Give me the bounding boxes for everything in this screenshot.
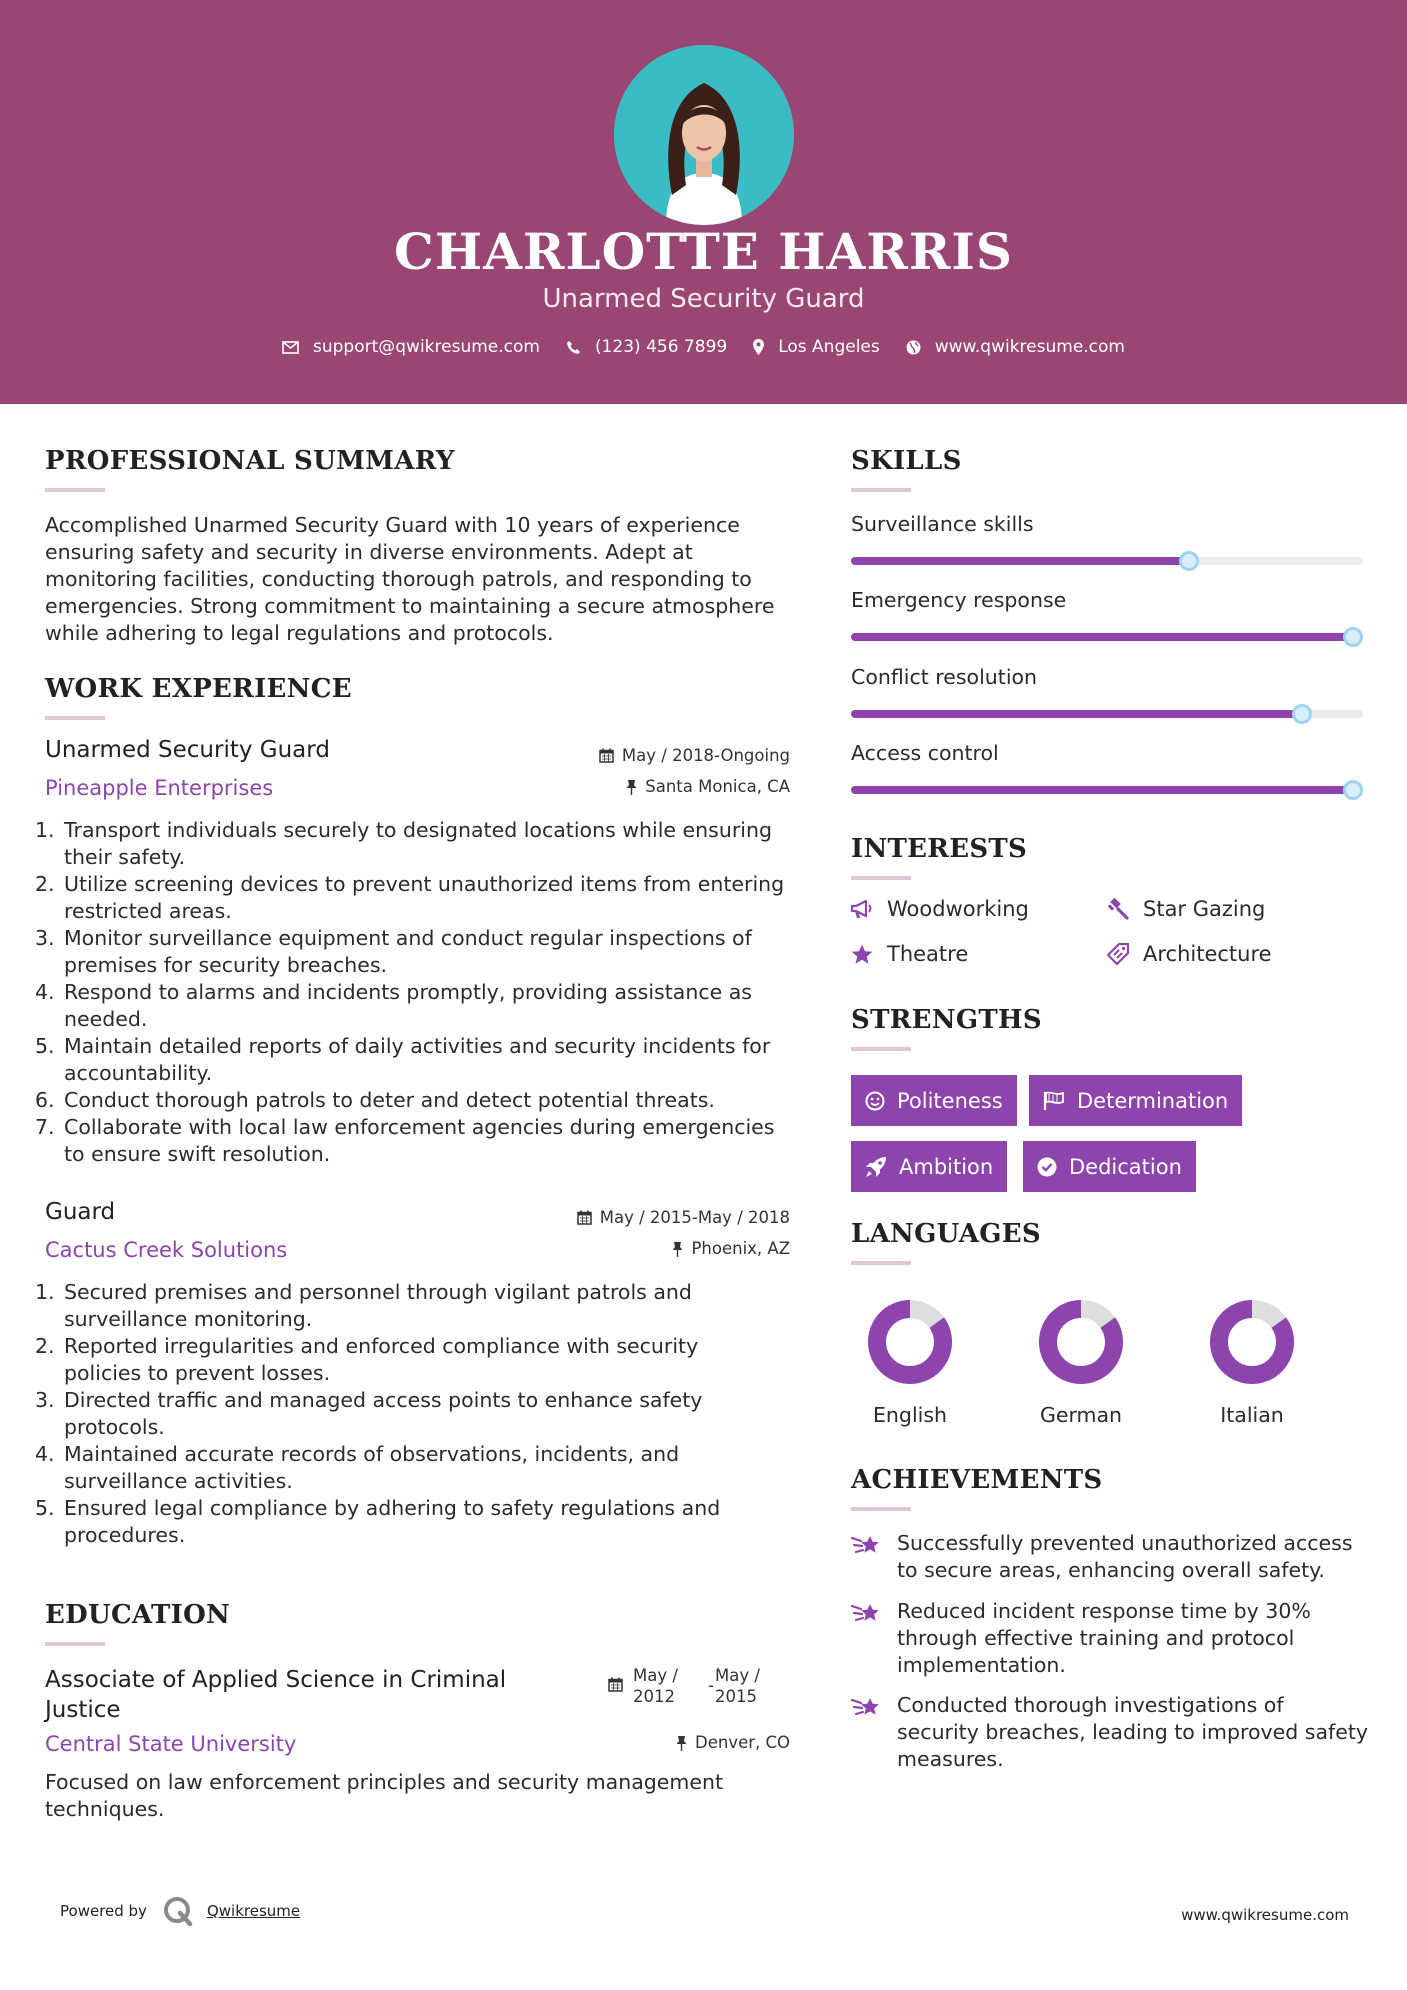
list-text: Secured premises and personnel through vigilant patrols and surveillance monitoring.: [64, 1280, 692, 1331]
smile-icon: [865, 1091, 885, 1111]
list-item: [35, 1114, 800, 1168]
list-item: [35, 979, 800, 1033]
job-1-location-text: Santa Monica, CA: [645, 777, 790, 796]
shooting-star-icon: [851, 1694, 883, 1720]
location-icon: [753, 339, 764, 355]
profile-photo-illustration: [614, 45, 794, 225]
strength-label: Determination: [1077, 1088, 1229, 1113]
language-label: English: [872, 1403, 948, 1427]
skill-label: Emergency response: [851, 588, 1067, 612]
footer-website[interactable]: www.qwikresume.com: [1181, 1906, 1349, 1924]
pin-icon: [626, 779, 637, 795]
job-1-date: [480, 746, 790, 765]
skill-bar: [851, 710, 1363, 718]
skill-bar-fill: [851, 710, 1302, 718]
strength-badge: [851, 1141, 1007, 1192]
footer-powered-label: Powered by: [60, 1902, 147, 1920]
resume-header: [0, 0, 1407, 404]
education-degree: Associate of Applied Science in Criminal Justice: [45, 1667, 507, 1723]
check-circle-icon: [1037, 1157, 1057, 1177]
skills-underline: [851, 488, 911, 492]
list-number: 2.: [35, 872, 55, 896]
list-text: Respond to alarms and incidents promptly, providing assistance as needed.: [64, 980, 752, 1031]
skill-bar-knob[interactable]: [1179, 551, 1199, 571]
list-item: [35, 871, 800, 925]
star-icon: [851, 944, 873, 965]
list-text: Directed traffic and managed access points to enhance safety protocols.: [64, 1388, 703, 1439]
job-2-date: [480, 1208, 790, 1227]
list-item: [35, 1387, 745, 1441]
strength-label: Politeness: [897, 1088, 1003, 1113]
interest-label: Theatre: [887, 942, 969, 966]
pin-icon: [676, 1735, 687, 1751]
list-item: [35, 1033, 800, 1087]
calendar-icon: [599, 748, 614, 763]
contact-bar: [0, 337, 1407, 357]
job-2-duties: [35, 1279, 745, 1549]
contact-website[interactable]: [906, 337, 1125, 357]
list-item: [35, 925, 800, 979]
summary-text: Accomplished Unarmed Security Guard with 10 years of experience ensuring safety and security in diverse environments. Adept at monitoring facilities, conducting thorough patrols, and responding to emergencies. Strong commitment to maintaining a secure atmosphere while adhering to legal regulations and protocols.: [45, 513, 775, 645]
skill-bar-fill: [851, 557, 1189, 565]
education-location: [480, 1733, 790, 1752]
job-2-company: Cactus Creek Solutions: [45, 1238, 288, 1262]
contact-location-text: Los Angeles: [778, 337, 880, 357]
list-number: 2.: [35, 1334, 55, 1358]
pin-icon: [672, 1241, 683, 1257]
list-text: Conduct thorough patrols to deter and detect potential threats.: [64, 1088, 715, 1112]
contact-phone-text: (123) 456 7899: [594, 337, 728, 357]
profile-photo: [614, 45, 794, 225]
list-number: 6.: [35, 1088, 55, 1112]
list-text: Monitor surveillance equipment and conduct regular inspections of premises for security breaches.: [64, 926, 752, 977]
skill-bar: [851, 786, 1363, 794]
list-number: 5.: [35, 1496, 55, 1520]
interest-label: Architecture: [1143, 942, 1272, 966]
rocket-icon: [865, 1156, 887, 1178]
education-date-separator: -: [708, 1676, 714, 1695]
contact-location: [753, 337, 880, 357]
shooting-star-icon: [851, 1600, 883, 1626]
work-title: WORK EXPERIENCE: [45, 674, 352, 704]
achievements-title: ACHIEVEMENTS: [851, 1465, 1103, 1495]
strength-label: Ambition: [899, 1154, 994, 1179]
strength-label: Dedication: [1069, 1154, 1182, 1179]
achievement-item: [851, 1692, 1371, 1773]
strengths-underline: [851, 1047, 911, 1051]
language-donut: [1036, 1297, 1126, 1387]
job-1-duties: [35, 817, 800, 1168]
contact-phone[interactable]: [566, 337, 727, 357]
education-date-end: May / 2015: [715, 1666, 760, 1706]
education-description: Focused on law enforcement principles and security management techniques.: [45, 1770, 724, 1821]
strength-badge: [851, 1075, 1017, 1126]
list-number: 3.: [35, 1388, 55, 1412]
achievement-text: Successfully prevented unauthorized access to secure areas, enhancing overall safety.: [897, 1531, 1353, 1582]
language-item: [1011, 1297, 1151, 1427]
summary-title: PROFESSIONAL SUMMARY: [45, 446, 455, 476]
language-label: Italian: [1220, 1403, 1284, 1427]
skill-label: Surveillance skills: [851, 512, 1034, 536]
list-text: Maintained accurate records of observations, incidents, and surveillance activities.: [64, 1442, 680, 1493]
list-item: [35, 1441, 745, 1495]
qwikresume-logo-icon: [163, 1896, 193, 1926]
list-item: [35, 1087, 800, 1114]
list-number: 3.: [35, 926, 55, 950]
skills-title: SKILLS: [851, 446, 962, 476]
contact-email[interactable]: [282, 337, 540, 357]
list-text: Reported irregularities and enforced compliance with security policies to prevent losses.: [64, 1334, 699, 1385]
globe-icon: [906, 340, 921, 355]
candidate-role: Unarmed Security Guard: [542, 284, 865, 314]
job-1-title: Unarmed Security Guard: [45, 737, 330, 763]
mail-icon: [282, 341, 299, 354]
footer-brand-link[interactable]: Qwikresume: [206, 1902, 301, 1920]
list-number: 1.: [35, 818, 55, 842]
education-school: Central State University: [45, 1732, 297, 1756]
language-item: [840, 1297, 980, 1427]
calendar-icon: [577, 1210, 592, 1225]
job-2-title: Guard: [45, 1199, 116, 1225]
languages-underline: [851, 1261, 911, 1265]
summary-underline: [45, 488, 105, 492]
list-item: [35, 1495, 745, 1549]
list-item: [35, 1333, 745, 1387]
footer-powered-by: [60, 1896, 300, 1926]
language-donut: [865, 1297, 955, 1387]
contact-email-text: support@qwikresume.com: [313, 337, 540, 357]
skill-label: Conflict resolution: [851, 665, 1038, 689]
language-donut: [1207, 1297, 1297, 1387]
interest-label: Star Gazing: [1143, 897, 1266, 921]
megaphone-icon: [851, 899, 873, 919]
interest-item: [851, 897, 1029, 921]
job-1-company: Pineapple Enterprises: [45, 776, 274, 800]
contact-website-text: www.qwikresume.com: [934, 337, 1125, 357]
list-text: Collaborate with local law enforcement agencies during emergencies to ensure swift resolution.: [64, 1115, 775, 1166]
job-2-location-text: Phoenix, AZ: [691, 1239, 790, 1258]
list-text: Transport individuals securely to designated locations while ensuring their safety.: [64, 818, 772, 869]
list-number: 4.: [35, 1442, 55, 1466]
education-location-text: Denver, CO: [694, 1733, 790, 1752]
list-text: Utilize screening devices to prevent unauthorized items from entering restricted areas.: [64, 872, 785, 923]
job-2-location: [480, 1239, 790, 1258]
interest-label: Woodworking: [887, 897, 1029, 921]
job-1-date-text: May / 2018-Ongoing: [621, 746, 790, 765]
education-title: EDUCATION: [45, 1600, 231, 1630]
skill-bar-fill: [851, 786, 1363, 794]
skill-label: Access control: [851, 741, 999, 765]
skill-bar-knob[interactable]: [1343, 627, 1363, 647]
calendar-icon: [608, 1677, 623, 1692]
list-text: Ensured legal compliance by adhering to safety regulations and procedures.: [64, 1496, 721, 1547]
strengths-title: STRENGTHS: [851, 1005, 1042, 1035]
skill-bar-knob[interactable]: [1292, 704, 1312, 724]
skill-bar-knob[interactable]: [1343, 780, 1363, 800]
interest-item: [851, 942, 968, 966]
achievement-item: [851, 1530, 1371, 1584]
list-item: [35, 1279, 745, 1333]
phone-icon: [566, 340, 581, 355]
achievement-item: [851, 1598, 1371, 1679]
candidate-name: CHARLOTTE HARRIS: [394, 222, 1013, 281]
interest-item: [1107, 942, 1272, 966]
education-date-start: May / 2012: [633, 1666, 678, 1706]
list-number: 5.: [35, 1034, 55, 1058]
list-number: 7.: [35, 1115, 55, 1139]
tag-icon: [1107, 943, 1129, 965]
education-underline: [45, 1642, 105, 1646]
flag-icon: [1043, 1091, 1065, 1111]
skill-bar: [851, 557, 1363, 565]
interests-title: INTERESTS: [851, 834, 1028, 864]
strength-badge: [1023, 1141, 1196, 1192]
list-item: [35, 817, 800, 871]
achievement-text: Conducted thorough investigations of security breaches, leading to improved safety measures.: [897, 1693, 1369, 1771]
list-number: 4.: [35, 980, 55, 1004]
job-2-date-text: May / 2015-May / 2018: [599, 1208, 790, 1227]
work-underline: [45, 716, 105, 720]
shooting-star-icon: [851, 1532, 883, 1558]
skill-bar-fill: [851, 633, 1363, 641]
gavel-icon: [1107, 898, 1129, 920]
list-text: Maintain detailed reports of daily activities and security incidents for accountability.: [64, 1034, 771, 1085]
interest-item: [1107, 897, 1265, 921]
language-item: [1182, 1297, 1322, 1427]
language-label: German: [1039, 1403, 1123, 1427]
strength-badge: [1029, 1075, 1242, 1126]
achievement-text: Reduced incident response time by 30% through effective training and protocol implementation.: [897, 1599, 1311, 1677]
job-1-location: [480, 777, 790, 796]
skill-bar: [851, 633, 1363, 641]
languages-title: LANGUAGES: [851, 1219, 1041, 1249]
interests-underline: [851, 876, 911, 880]
achievements-underline: [851, 1507, 911, 1511]
list-number: 1.: [35, 1280, 55, 1304]
